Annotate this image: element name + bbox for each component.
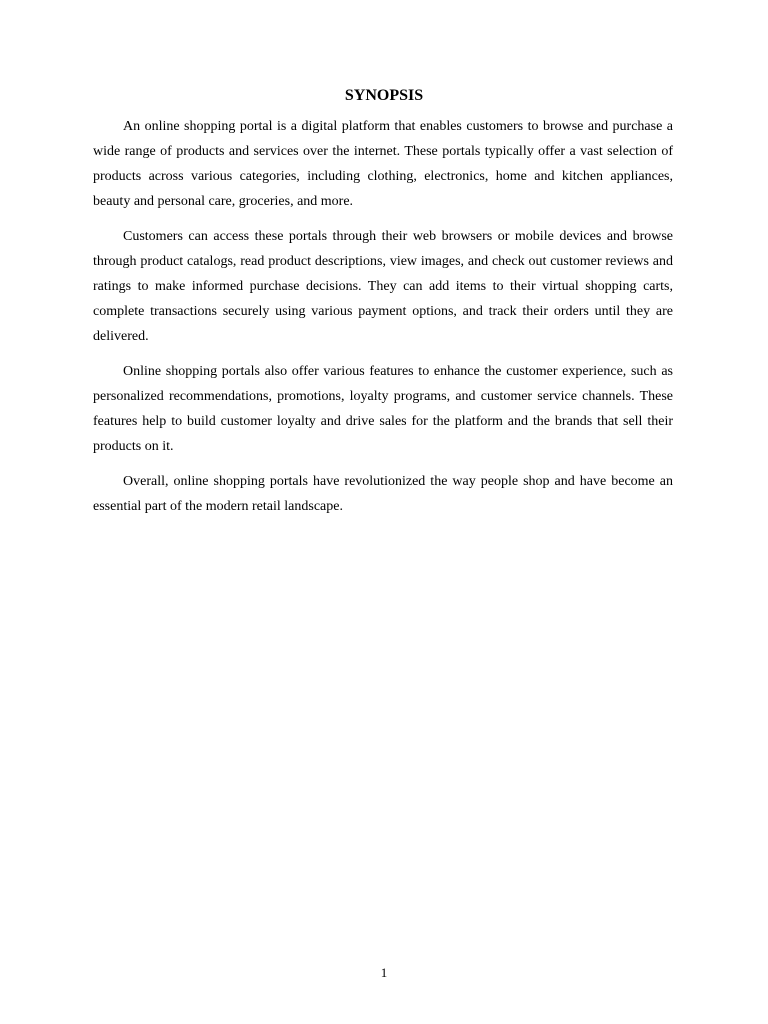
body-text — [93, 114, 673, 529]
paragraph-1: An online shopping portal is a digital platform that enables customers to browse and purchase a wide range of products and services over the internet. These portals typically offer a vast selection of products across various categories, including clothing, electronics, home and kitchen appliances, beauty and personal care, groceries, and more. — [93, 119, 673, 209]
paragraph-2: Customers can access these portals through their web browsers or mobile devices and browse through product catalogs, read product descriptions, view images, and check out customer reviews and ratings to make informed purchase decisions. They can add items to their virtual shopping carts, complete transactions securely using various payment options, and track their orders until they are delivered. — [93, 229, 673, 344]
paragraph-3: Online shopping portals also offer various features to enhance the customer experience, such as personalized recommendations, promotions, loyalty programs, and customer service channels. These features help to build customer loyalty and drive sales for the platform and the brands that sell their products on it. — [93, 364, 673, 454]
page-title: SYNOPSIS — [344, 87, 424, 104]
paragraph-4: Overall, online shopping portals have revolutionized the way people shop and have become an essential part of the modern retail landscape. — [93, 474, 673, 514]
page-number: 1 — [380, 965, 388, 980]
